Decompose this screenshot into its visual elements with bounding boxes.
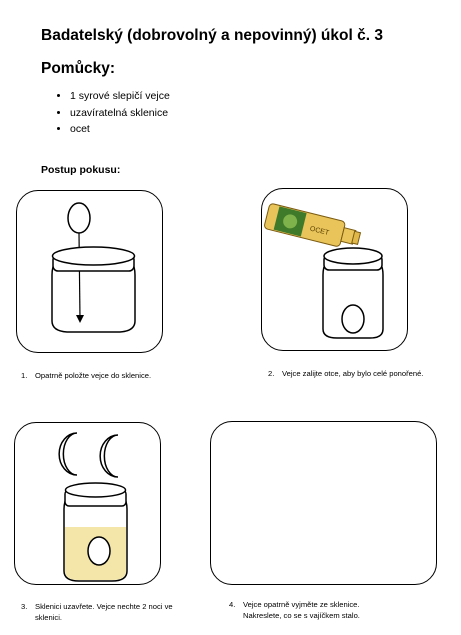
step-2-illustration: [261, 188, 408, 351]
closed-jar-drawing: [15, 423, 162, 586]
procedure-heading: Postup pokusu:: [41, 164, 121, 176]
tools-list: [50, 88, 170, 138]
egg-into-jar-drawing: [17, 191, 164, 354]
bottle-label: OCET: [309, 225, 330, 238]
tool-item: • ocet: [70, 121, 170, 138]
vinegar-pouring-drawing: [262, 189, 409, 352]
step-3-caption: 3. Sklenici uzavřete. Vejce nechte 2 noci ve sklenici.: [21, 602, 173, 622]
step-4-caption: 4. Vejce opatrně vyjměte ze sklenice. Nakreslete, co se s vajíčkem stalo.: [229, 600, 360, 620]
tools-heading: Pomůcky:: [41, 60, 116, 77]
moon-icon: [100, 435, 118, 477]
step-3-illustration: [14, 422, 161, 585]
step-4-drawing-area[interactable]: [210, 421, 437, 585]
tool-item: • uzavíratelná sklenice: [70, 105, 170, 122]
step-2-caption: 2. Vejce zalijte otce, aby bylo celé ponořené.: [268, 369, 424, 378]
step-1-illustration: [16, 190, 163, 353]
moon-icon: [59, 433, 77, 475]
tool-item: • 1 syrové slepičí vejce: [70, 88, 170, 105]
step-1-caption: 1. Opatrně položte vejce do sklenice.: [21, 371, 152, 380]
page-title: Badatelský (dobrovolný a nepovinný) úkol č. 3: [41, 27, 383, 44]
